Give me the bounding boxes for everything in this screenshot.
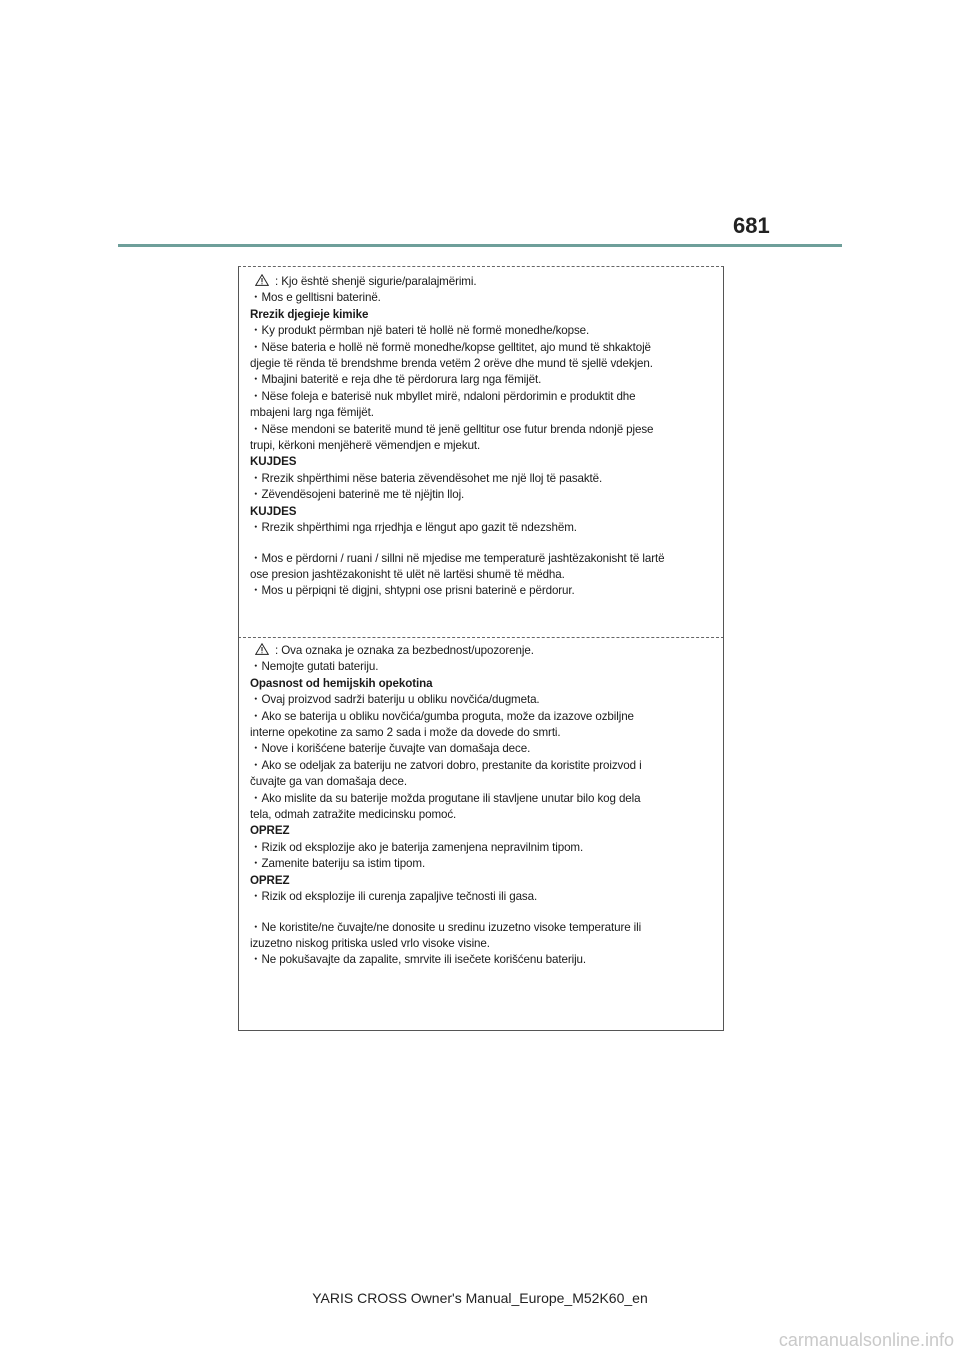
serbian-line: ・Ne pokušavajte da zapalite, smrvite ili isečete korišćenu bateriju.: [250, 953, 587, 967]
warning-triangle-icon: [255, 274, 269, 286]
watermark: carmanualsonline.info: [778, 1330, 954, 1350]
serbian-line: izuzetno niskog pritiska usled vrlo visoke visine.: [250, 936, 490, 950]
albanian-intro-text: : Kjo është shenjë sigurie/paralajmërimi.: [275, 275, 477, 288]
serbian-line: čuvajte ga van domašaja dece.: [250, 775, 407, 789]
albanian-heading: Rrezik djegieje kimike: [250, 307, 369, 321]
albanian-caution-heading: KUJDES: [250, 455, 297, 469]
serbian-caution-heading: OPREZ: [250, 824, 290, 838]
albanian-line: ・Mos e përdorni / ruani / sillni në mjedise me temperaturë jashtëzakonisht të lartë: [250, 551, 665, 565]
serbian-line: ・Ovaj proizvod sadrži bateriju u obliku novčića/dugmeta.: [250, 693, 540, 707]
albanian-line: ・Mbajini bateritë e reja dhe të përdorura larg nga fëmijët.: [250, 373, 542, 387]
albanian-line: ・Rrezik shpërthimi nëse bateria zëvendësohet me një lloj të pasaktë.: [250, 471, 603, 485]
albanian-line: ・Nëse mendoni se bateritë mund të jenë gelltitur ose futur brenda ndonjë pjese: [250, 422, 654, 436]
albanian-line: ose presion jashtëzakonisht të ulët në lartësi shumë të mëdha.: [250, 567, 565, 581]
albanian-line: trupi, kërkoni menjëherë vëmendjen e mjekut.: [250, 439, 481, 453]
serbian-line: ・Ako se odeljak za bateriju ne zatvori dobro, prestanite da koristite proizvod i: [250, 758, 642, 772]
albanian-line: ・Nëse bateria e hollë në formë monedhe/kopse gelltitet, ajo mund të shkaktojë: [250, 340, 651, 354]
serbian-line: ・Zamenite bateriju sa istim tipom.: [250, 857, 426, 871]
serbian-warning-box: [238, 636, 724, 1031]
serbian-heading: Opasnost od hemijskih opekotina: [250, 676, 433, 690]
page-number: 681: [733, 213, 770, 238]
albanian-line: mbajeni larg nga fëmijët.: [250, 406, 374, 420]
serbian-caution-heading: OPREZ: [250, 873, 290, 887]
albanian-warning-box: [238, 266, 724, 638]
albanian-line: ・Nëse foleja e baterisë nuk mbyllet mirë, ndaloni përdorimin e produktit dhe: [250, 389, 636, 403]
spacer: [250, 537, 713, 551]
serbian-line: ・Rizik od eksplozije ako je baterija zamenjena nepravilnim tipom.: [250, 840, 584, 854]
serbian-line: ・Nemojte gutati bateriju.: [250, 660, 379, 674]
albanian-line: ・Ky produkt përmban një bateri të hollë në formë monedhe/kopse.: [250, 324, 590, 338]
spacer: [250, 906, 713, 920]
serbian-line: ・Ako mislite da su baterije možda progutane ili stavljene unutar bilo kog dela: [250, 791, 641, 805]
serbian-line: ・Ne koristite/ne čuvajte/ne donosite u sredinu izuzetno visoke temperature ili: [250, 920, 642, 934]
albanian-line: ・Rrezik shpërthimi nga rrjedhja e lëngut apo gazit të ndezshëm.: [250, 521, 577, 535]
serbian-line: ・Nove i korišćene baterije čuvajte van domašaja dece.: [250, 742, 531, 756]
albanian-line: ・Mos e gelltisni baterinë.: [250, 291, 381, 305]
serbian-line: ・Rizik od eksplozije ili curenja zapaljive tečnosti ili gasa.: [250, 890, 538, 904]
albanian-caution-heading: KUJDES: [250, 504, 297, 518]
albanian-line: ・Zëvendësojeni baterinë me të njëjtin lloj.: [250, 488, 465, 502]
header-rule: [118, 244, 842, 247]
serbian-line: tela, odmah zatražite medicinsku pomoć.: [250, 808, 457, 822]
manual-footer: YARIS CROSS Owner's Manual_Europe_M52K60_en: [312, 1290, 648, 1306]
warning-triangle-icon: [255, 643, 269, 655]
albanian-intro-line: [250, 274, 713, 290]
albanian-line: djegie të rënda të brendshme brenda vetëm 2 orëve dhe mund të sjellë vdekjen.: [250, 357, 653, 371]
serbian-intro-text: : Ova oznaka je oznaka za bezbednost/upozorenje.: [275, 644, 534, 657]
serbian-line: ・Ako se baterija u obliku novčića/gumba proguta, može da izazove ozbiljne: [250, 709, 634, 723]
albanian-line: ・Mos u përpiqni të digjni, shtypni ose prisni baterinë e përdorur.: [250, 584, 575, 598]
serbian-intro-line: [250, 643, 713, 659]
serbian-line: interne opekotine za samo 2 sada i može da dovede do smrti.: [250, 726, 561, 740]
